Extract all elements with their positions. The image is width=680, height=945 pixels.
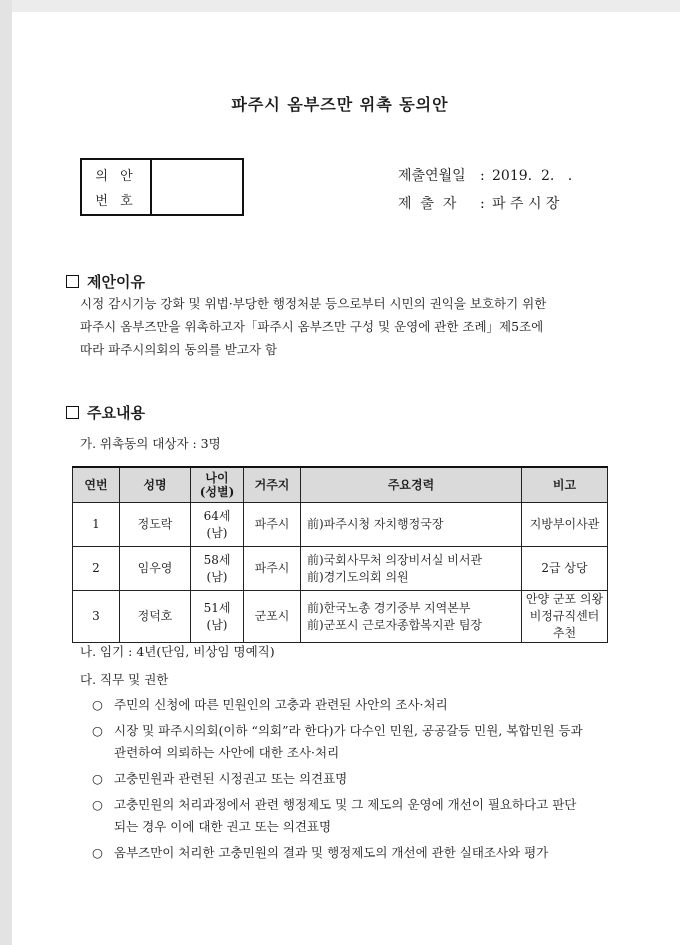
- cell-age: [191, 591, 244, 643]
- cell-age: [191, 503, 244, 547]
- career-line: 前)국회사무처 의장비서실 비서관: [307, 552, 483, 567]
- document-title: 파주시 옴부즈만 위촉 동의안: [231, 95, 449, 114]
- circle-bullet-icon: ○: [92, 771, 103, 786]
- duties-heading: 다. 직무 및 권한: [80, 672, 169, 687]
- duty-item: [92, 842, 612, 864]
- col-header-note: 비고: [522, 467, 608, 503]
- career-line: 前)파주시청 자치행정국장: [307, 517, 444, 531]
- colon: :: [480, 168, 485, 184]
- duty-line: 고충민원의 처리과정에서 관련 행정제도 및 그 제도의 운영에 개선이 필요하다고 판단: [114, 797, 577, 812]
- duty-line: 되는 경우 이에 대한 권고 또는 의견표명: [114, 819, 332, 834]
- duty-line: 주민의 신청에 따른 민원인의 고충과 관련된 사안의 조사·처리: [114, 697, 448, 712]
- circle-bullet-icon: ○: [92, 797, 103, 812]
- career-line: 前)군포시 근로자종합복지관 팀장: [307, 617, 483, 632]
- circle-bullet-icon: ○: [92, 845, 103, 860]
- nominee-table: [72, 466, 608, 643]
- section-heading-reason: [66, 271, 145, 292]
- cell-career: [301, 547, 522, 591]
- cell-number: 2: [73, 547, 120, 591]
- duty-text: [114, 794, 612, 838]
- submitter-value: 파 주 시 장: [492, 196, 560, 212]
- note-line: 지방부이사관: [529, 517, 600, 531]
- section-title: 제안이유: [87, 273, 145, 291]
- cell-residence: 파주시: [244, 503, 301, 547]
- submitter-label: 제 출 자: [398, 196, 457, 212]
- duty-item: [92, 794, 612, 838]
- submission-date-label: 제출연월일: [398, 168, 466, 184]
- duty-line: 관련하여 의뢰하는 사안에 대한 조사·처리: [114, 745, 340, 760]
- term-item: 나. 임기 : 4년(단임, 비상임 명예직): [80, 644, 275, 659]
- table-row: [73, 591, 608, 643]
- submitter-row: [398, 190, 572, 218]
- col-header-career: 주요경력: [301, 467, 522, 503]
- nominee-count: 가. 위촉동의 대상자 : 3명: [80, 436, 221, 451]
- duty-item: [92, 768, 612, 790]
- section-title: 주요내용: [87, 404, 145, 422]
- career-line: 前)경기도의회 의원: [307, 569, 409, 584]
- submission-date-value: 2019. 2. .: [492, 168, 573, 184]
- age-value: 51세: [203, 600, 231, 615]
- duty-line: 고충민원과 관련된 시정권고 또는 의견표명: [114, 771, 348, 786]
- section-heading-main: [66, 402, 145, 423]
- circle-bullet-icon: ○: [92, 723, 103, 738]
- note-line: 2급 상당: [541, 561, 588, 575]
- reason-paragraph: [80, 292, 612, 361]
- bill-number-label: [82, 160, 152, 214]
- bill-label-line2: 번 호: [95, 194, 137, 209]
- cell-residence: 군포시: [244, 591, 301, 643]
- bill-label-line1: 의 안: [95, 169, 137, 184]
- bill-number-box: [80, 158, 244, 216]
- duty-line: 시장 및 파주시의회(이하 “의회”라 한다)가 다수인 민원, 공공갈등 민원, 복합민원 등과: [114, 723, 583, 738]
- duty-item: [92, 720, 612, 764]
- colon: :: [480, 196, 485, 212]
- reason-line: 따라 파주시의회의 동의를 받고자 함: [80, 342, 278, 357]
- duty-line: 옴부즈만이 처리한 고충민원의 결과 및 행정제도의 개선에 관한 실태조사와 평가: [114, 845, 549, 860]
- cell-name: 임우영: [120, 547, 191, 591]
- table-row: [73, 503, 608, 547]
- age-value: 58세: [203, 552, 231, 567]
- cell-note: [522, 503, 608, 547]
- duty-text: [114, 720, 612, 764]
- note-line: 안양 군포 의왕: [525, 592, 604, 606]
- col-header-residence: 거주지: [244, 467, 301, 503]
- cell-name: 정덕호: [120, 591, 191, 643]
- bill-number-value: [152, 160, 242, 214]
- sex-value: (남): [206, 525, 228, 540]
- reason-line: 시정 감시기능 강화 및 위법·부당한 행정처분 등으로부터 시민의 권익을 보호하기 위한: [80, 296, 547, 311]
- cell-residence: 파주시: [244, 547, 301, 591]
- duty-text: [114, 842, 612, 864]
- col-header-name: 성명: [120, 467, 191, 503]
- table-header-row: [73, 467, 608, 503]
- submission-info: [398, 162, 572, 218]
- sex-value: (남): [206, 569, 228, 584]
- age-value: 64세: [203, 508, 231, 523]
- duty-item: [92, 694, 612, 716]
- cell-career: [301, 503, 522, 547]
- cell-career: [301, 591, 522, 643]
- circle-bullet-icon: ○: [92, 697, 103, 712]
- submission-date-row: [398, 162, 572, 190]
- cell-number: 1: [73, 503, 120, 547]
- cell-note: [522, 547, 608, 591]
- cell-note: [522, 591, 608, 643]
- col-header-number: 연번: [73, 467, 120, 503]
- career-line: 前)한국노총 경기중부 지역본부: [307, 600, 471, 615]
- cell-name: 정도락: [120, 503, 191, 547]
- square-bullet-icon: [66, 406, 79, 419]
- note-line: 비정규직센터 추천: [529, 609, 600, 640]
- square-bullet-icon: [66, 275, 79, 288]
- cell-age: [191, 547, 244, 591]
- duty-text: [114, 768, 612, 790]
- reason-line: 파주시 옴부즈만을 위촉하고자「파주시 옴부즈만 구성 및 운영에 관한 조례」제5조에: [80, 319, 544, 334]
- duty-text: [114, 694, 612, 716]
- sex-value: (남): [206, 617, 228, 632]
- table-row: [73, 547, 608, 591]
- col-header-age: 나이 (성별): [191, 467, 244, 503]
- cell-number: 3: [73, 591, 120, 643]
